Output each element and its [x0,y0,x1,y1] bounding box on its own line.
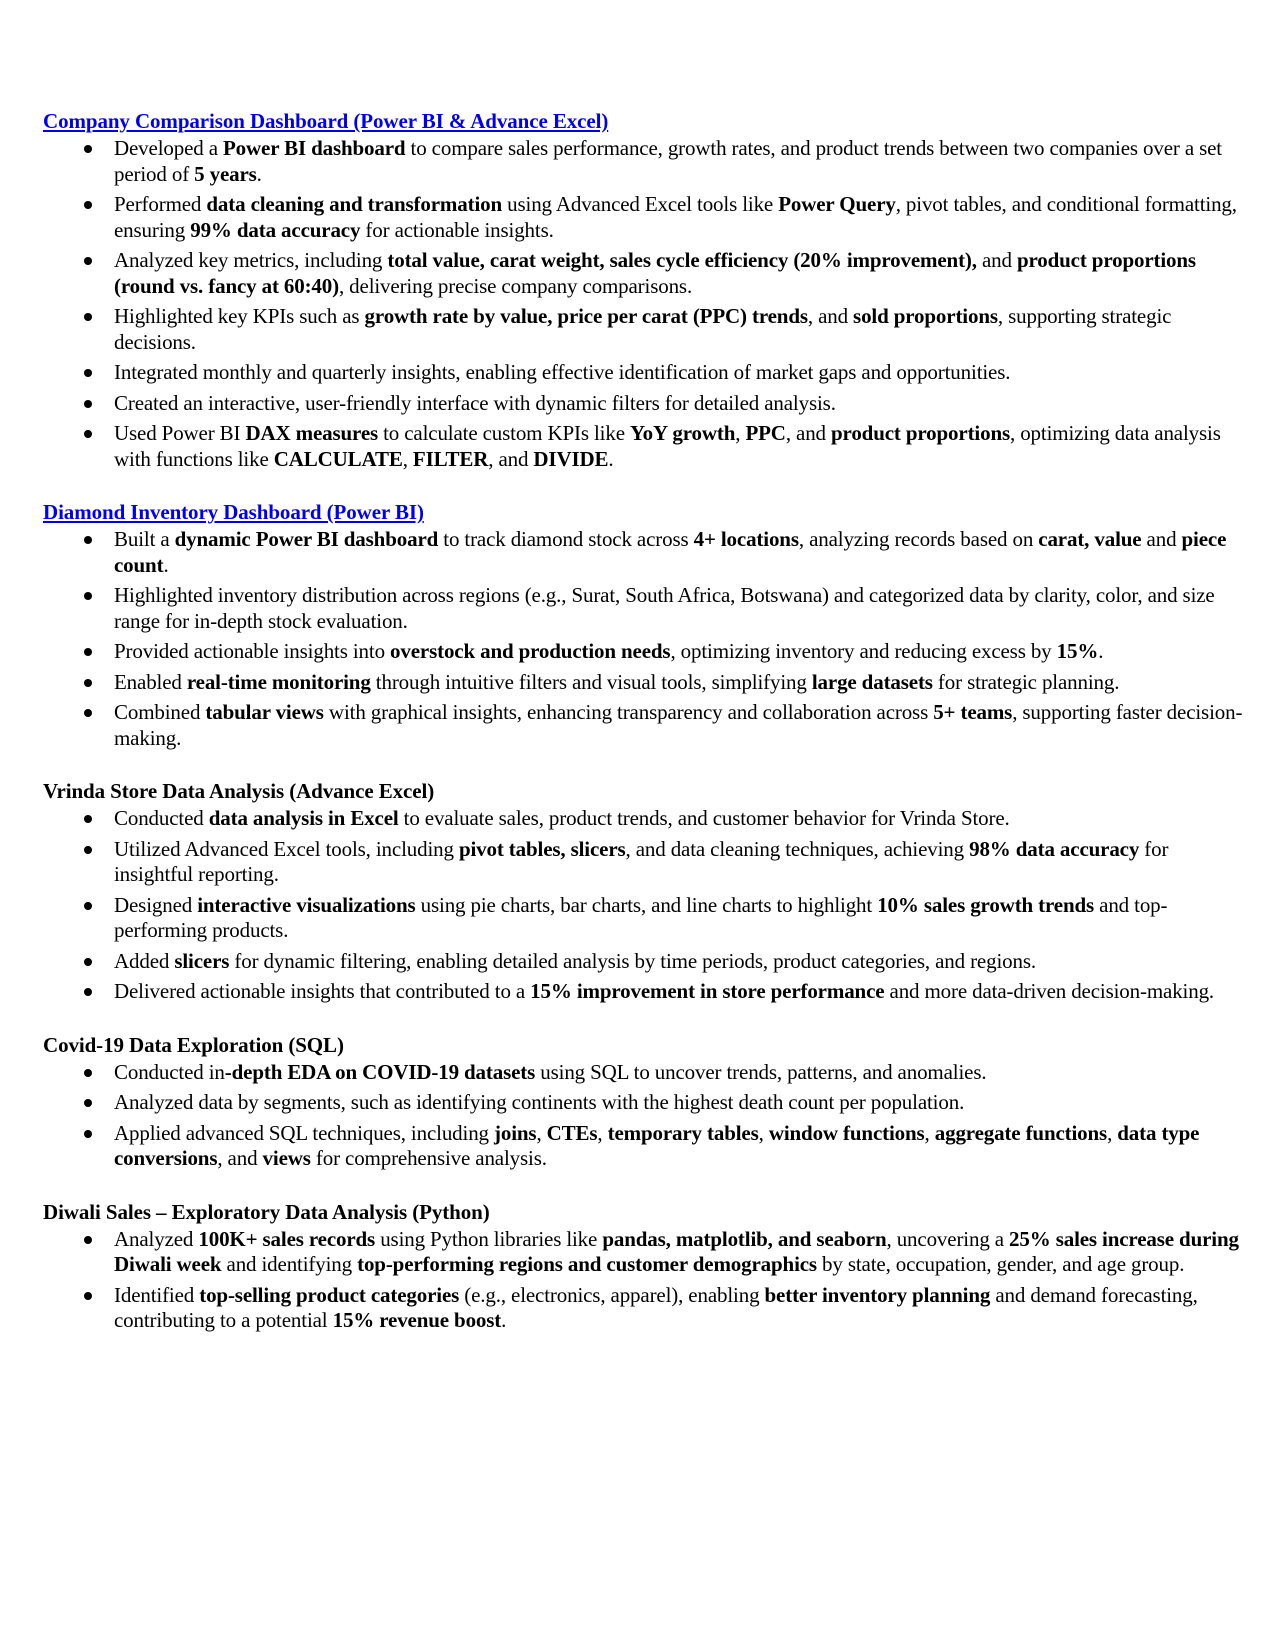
text: , and [807,304,854,328]
text: Analyzed key metrics, including [114,248,388,272]
bold-text: 15% [1056,639,1099,663]
bold-text: tabular views [205,700,324,724]
bullet-dot-icon [84,902,92,910]
bold-text: 99% data accuracy [190,217,361,242]
text: for comprehensive analysis. [310,1146,547,1170]
text: , and [785,421,831,445]
project-section-diamond-inventory [43,497,1243,751]
text: Analyzed data by segments, such as identifying continents with the highest death count per population. [114,1090,965,1114]
bold-text: YoY growth [629,421,736,445]
project-section-vrinda-store [43,776,1243,1005]
text: and demand forecasting, contributing to a potential [114,1282,1198,1332]
bold-text: CTEs [546,1120,598,1145]
text: Enabled [114,669,187,694]
bullet-dot-icon [84,846,92,854]
bullet-item [43,136,1243,187]
text: Utilized Advanced Excel tools, including [114,836,459,861]
text: . [608,446,614,471]
bullet-dot-icon [84,257,92,265]
bullet-dot-icon [84,1130,92,1138]
bullet-item [43,360,1243,386]
bullet-dot-icon [84,430,92,438]
text: , analyzing records based on [798,527,1039,551]
bold-text: 5 years [194,161,257,186]
text: Highlighted key KPIs such as [114,304,365,328]
text: , [924,1120,935,1145]
bold-text: dynamic Power BI dashboard [174,527,439,551]
bullet-dot-icon [84,201,92,209]
bullet-item [43,1090,1243,1116]
bullet-list [43,527,1243,751]
bold-text: 5+ teams [933,700,1013,724]
text: , delivering precise company comparisons. [338,273,693,298]
bullet-item [43,893,1243,944]
bold-text: pivot tables, slicers [458,836,626,861]
bold-text: Power BI dashboard [222,136,406,160]
bold-text: top-selling product categories [199,1282,460,1307]
text: to calculate custom KPIs like [378,421,630,445]
project-section-covid-19 [43,1030,1243,1172]
text: . [163,552,169,577]
bold-text: temporary tables [607,1120,759,1145]
text: to evaluate sales, product trends, and customer behavior for Vrinda Store. [398,806,1010,830]
bullet-item [43,527,1243,578]
text: , uncovering a [886,1226,1010,1251]
text: Identified [114,1282,200,1307]
text: Applied advanced SQL techniques, including [114,1120,495,1145]
bold-text: data analysis in Excel [208,806,399,830]
text: and more data-driven decision-making. [884,979,1215,1003]
text: , optimizing data analysis with functions like [114,421,1221,471]
bullet-dot-icon [84,1236,92,1244]
text: for dynamic filtering, enabling detailed analysis by time periods, product categories, and regions. [229,948,1036,973]
bold-text: -depth EDA on COVID-19 datasets [224,1059,536,1084]
bold-text: product proportions (round vs. fancy at 60:40) [114,248,1196,298]
bullet-list [43,136,1243,472]
bold-text: DIVIDE [533,446,609,471]
text: to compare sales performance, growth rates, and product trends between two companies over a set period of [114,136,1222,186]
text: , optimizing inventory and reducing excess by [670,639,1057,663]
project-section-company-comparison [43,106,1243,472]
bullet-dot-icon [84,536,92,544]
bold-text: 98% data accuracy [969,836,1140,861]
text: , pivot tables, and conditional formatting, ensuring [114,192,1237,242]
project-title-link[interactable]: Company Comparison Dashboard (Power BI & Advance Excel) [43,109,609,133]
bold-text: overstock and production needs [390,639,671,663]
bold-text: window functions [768,1120,925,1145]
bold-text: real-time monitoring [186,669,371,694]
bullet-list [43,1227,1243,1334]
bold-text: Power Query [778,192,896,216]
text: Created an interactive, user-friendly interface with dynamic filters for detailed analysis. [114,390,836,415]
bold-text: 100K+ sales records [198,1226,376,1251]
bold-text: total value, carat weight, sales cycle efficiency (20% improvement), [387,248,977,272]
text: Developed a [114,136,223,160]
text: Combined [114,700,206,724]
text: , supporting faster decision-making. [114,700,1243,750]
bold-text: product proportions [831,421,1010,445]
bold-text: 15% improvement in store performance [530,979,885,1003]
bold-text: aggregate functions [934,1120,1108,1145]
text: with graphical insights, enhancing transparency and collaboration across [323,700,934,724]
bold-text: data type conversions [114,1120,1200,1170]
bullet-item [43,421,1243,472]
text: , [402,446,413,471]
project-title-link[interactable]: Diamond Inventory Dashboard (Power BI) [43,500,424,524]
text: Conducted [114,806,209,830]
bullet-dot-icon [84,815,92,823]
text: , and data cleaning techniques, achieving [625,836,970,861]
text: Delivered actionable insights that contributed to a [114,979,531,1003]
text: , [597,1120,608,1145]
text: , [536,1120,547,1145]
text: Conducted in [114,1059,225,1084]
text: Designed [114,892,198,917]
text: by state, occupation, gender, and age group. [816,1252,1185,1276]
bold-text: sold proportions [853,304,998,328]
text: , [758,1120,769,1145]
text: Performed [114,192,207,216]
bullet-item [43,391,1243,417]
bold-text: pandas, matplotlib, and seaborn [602,1226,887,1251]
bold-text: interactive visualizations [197,892,416,917]
bold-text: large datasets [811,669,933,694]
bold-text: better inventory planning [764,1282,991,1307]
text: for strategic planning. [932,669,1120,694]
text: for actionable insights. [360,217,554,242]
bullet-dot-icon [84,400,92,408]
text: using SQL to uncover trends, patterns, and anomalies. [535,1059,987,1084]
text: Provided actionable insights into [114,639,391,663]
bullet-dot-icon [84,958,92,966]
bullet-dot-icon [84,1099,92,1107]
text: and [1141,527,1182,551]
bullet-dot-icon [84,1069,92,1077]
bullet-item [43,806,1243,832]
text: . [1098,639,1104,663]
text: Built a [114,527,175,551]
bullet-dot-icon [84,709,92,717]
bold-text: CALCULATE [273,446,403,471]
text: using pie charts, bar charts, and line charts to highlight [415,892,878,917]
bullet-item [43,304,1243,355]
bullet-dot-icon [84,369,92,377]
text: and [976,248,1017,272]
text: (e.g., electronics, apparel), enabling [459,1282,765,1307]
text: for insightful reporting. [114,836,1169,886]
bullet-item [43,700,1243,751]
text: and identifying [221,1252,358,1276]
project-title: Covid-19 Data Exploration (SQL) [43,1032,344,1057]
text: to track diamond stock across [438,527,694,551]
bold-text: slicers [174,948,230,973]
text: Used Power BI [114,421,246,445]
text: Added [114,948,175,973]
bullet-item [43,583,1243,634]
bullet-item [43,949,1243,975]
bullet-dot-icon [84,145,92,153]
bullet-dot-icon [84,988,92,996]
text: and top-performing products. [114,892,1168,942]
bold-text: growth rate by value, price per carat (PPC) trends [364,304,808,328]
bullet-list [43,806,1243,1005]
bold-text: 4+ locations [693,527,799,551]
bold-text: data cleaning and transformation [206,192,503,216]
bullet-item [43,837,1243,888]
text: , and [217,1146,263,1170]
text: . [256,161,262,186]
bold-text: PPC [745,421,786,445]
bullet-item [43,979,1243,1005]
text: . [501,1308,507,1332]
bold-text: carat, value [1038,527,1142,551]
bullet-dot-icon [84,648,92,656]
bold-text: piece count [114,527,1227,577]
bold-text: DAX measures [245,421,379,445]
bullet-item [43,248,1243,299]
text: , and [488,446,534,471]
text: Analyzed [114,1226,199,1251]
bullet-list [43,1060,1243,1172]
bullet-item [43,1283,1243,1334]
project-title: Diwali Sales – Exploratory Data Analysis (Python) [43,1199,490,1224]
bullet-dot-icon [84,1292,92,1300]
bullet-dot-icon [84,592,92,600]
project-title: Vrinda Store Data Analysis (Advance Excel) [43,779,435,803]
text: Integrated monthly and quarterly insights, enabling effective identification of market gaps and opportunities. [114,360,1011,384]
bold-text: 15% revenue boost [332,1308,502,1332]
bold-text: 25% sales increase during Diwali week [114,1226,1239,1276]
bullet-item [43,670,1243,696]
bullet-dot-icon [84,679,92,687]
text: through intuitive filters and visual tools, simplifying [370,669,812,694]
text: using Python libraries like [375,1226,603,1251]
bullet-item [43,1121,1243,1172]
text: , [735,421,746,445]
bullet-item [43,1227,1243,1278]
text: , [1107,1120,1118,1145]
bullet-item [43,639,1243,665]
bold-text: FILTER [412,446,489,471]
text: Highlighted inventory distribution across regions (e.g., Surat, South Africa, Botswana) and categorized data by clarity, color, and size range for in-depth stock evaluation. [114,583,1215,633]
text: using Advanced Excel tools like [502,192,779,216]
bullet-item [43,192,1243,243]
bullet-item [43,1060,1243,1086]
bold-text: views [262,1146,311,1170]
projects-page [43,106,1243,1339]
bold-text: 10% sales growth trends [877,892,1095,917]
bold-text: joins [494,1120,537,1145]
bullet-dot-icon [84,313,92,321]
project-section-diwali-sales [43,1197,1243,1334]
text: , supporting strategic decisions. [114,304,1172,354]
bold-text: top-performing regions and customer demographics [357,1252,817,1276]
